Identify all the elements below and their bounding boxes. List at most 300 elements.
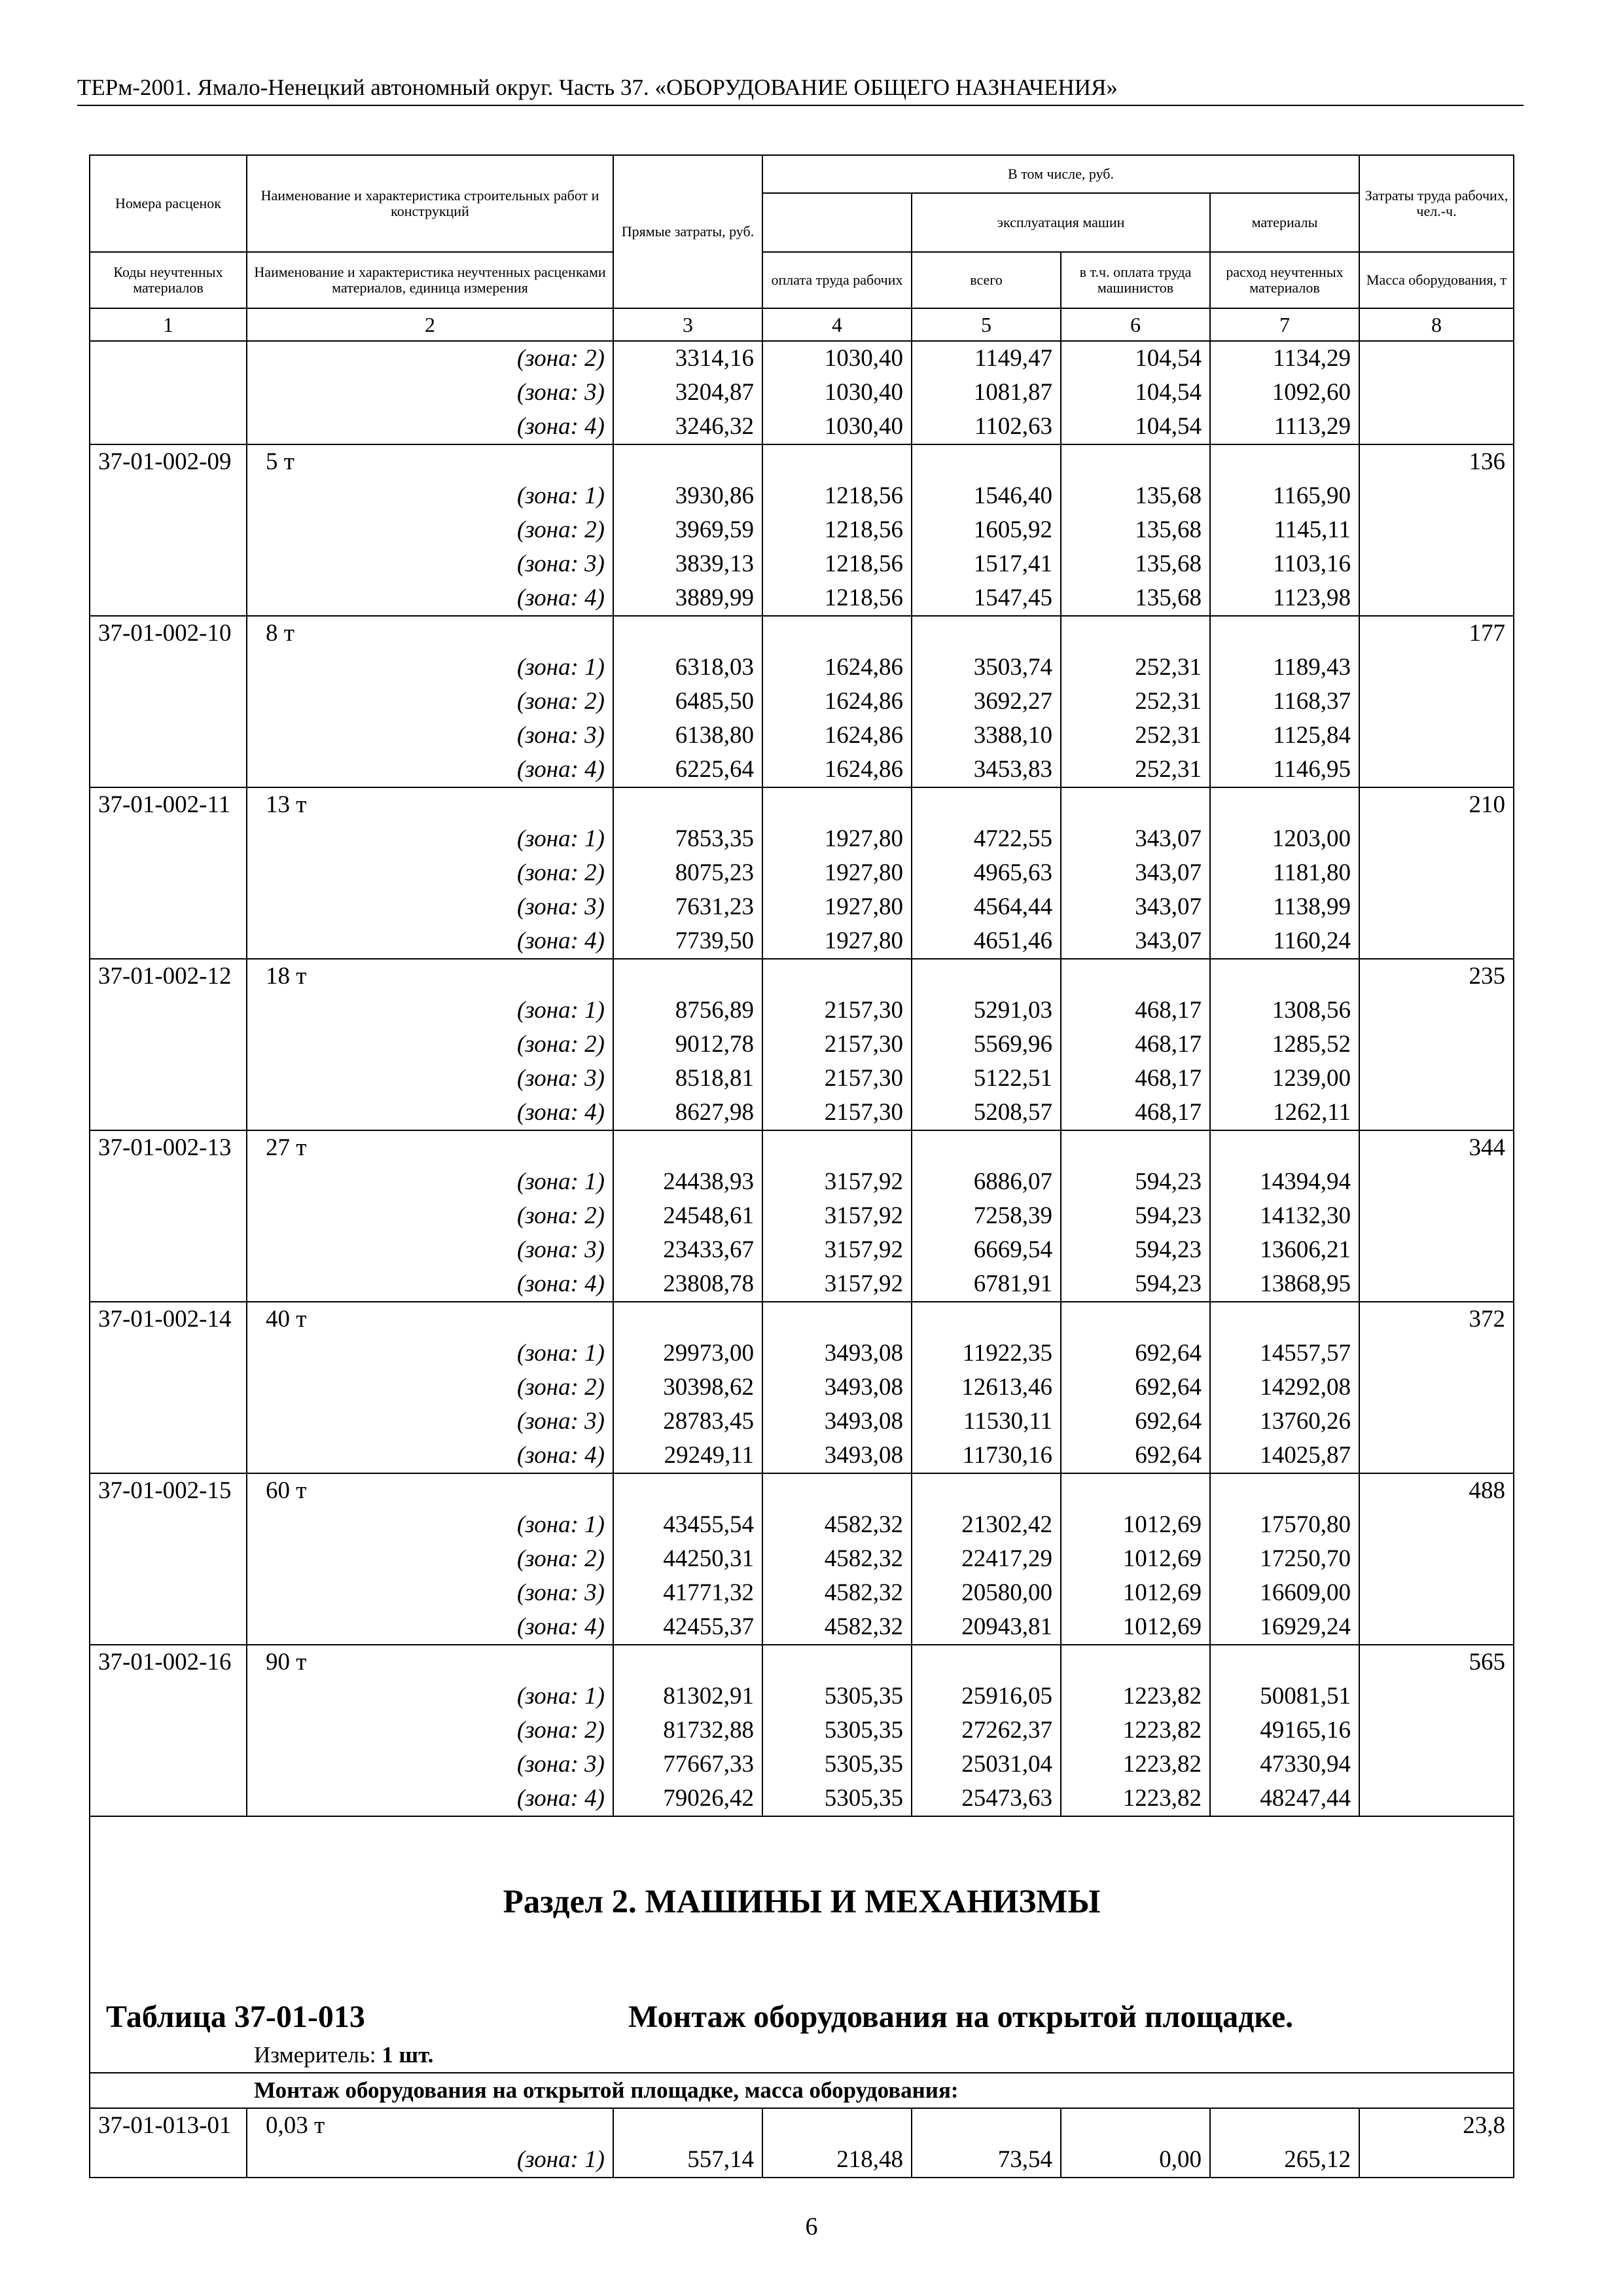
- empty-cell: [912, 616, 1061, 651]
- labor-costs: 565: [1359, 1645, 1514, 1679]
- wages: 1030,40: [762, 341, 912, 376]
- direct-costs: 41771,32: [613, 1576, 762, 1610]
- materials: 1165,90: [1210, 479, 1359, 513]
- zone-label: (зона: 4): [247, 1610, 613, 1645]
- machinists-wages: 343,07: [1061, 856, 1210, 890]
- direct-costs: 3889,99: [613, 581, 762, 616]
- machines-total: 22417,29: [912, 1542, 1061, 1576]
- machinists-wages: 252,31: [1061, 719, 1210, 753]
- materials: 16929,24: [1210, 1610, 1359, 1645]
- zone-row: [90, 924, 1514, 959]
- machinists-wages: 1012,69: [1061, 1576, 1210, 1610]
- header-material-names: Наименование и характеристика неучтенных расценками материалов, единица измерения: [247, 252, 613, 308]
- labor-costs: 23,8: [1359, 2108, 1514, 2143]
- zone-label: (зона: 4): [247, 1782, 613, 1816]
- machines-total: 12613,46: [912, 1371, 1061, 1405]
- zone-row: [90, 1096, 1514, 1130]
- machinists-wages: 104,54: [1061, 376, 1210, 410]
- direct-costs: 6138,80: [613, 719, 762, 753]
- machines-total: 20943,81: [912, 1610, 1061, 1645]
- rate-code: 37-01-002-15: [90, 1473, 247, 1508]
- materials: 265,12: [1210, 2143, 1359, 2178]
- labor-costs: 344: [1359, 1130, 1514, 1165]
- empty-cell: [90, 924, 247, 959]
- empty-cell: [1359, 547, 1514, 581]
- materials: 17250,70: [1210, 1542, 1359, 1576]
- empty-cell: [1359, 410, 1514, 444]
- empty-cell: [90, 1748, 247, 1782]
- empty-cell: [1359, 1576, 1514, 1610]
- zone-row: [90, 1610, 1514, 1645]
- rate-code: 37-01-013-01: [90, 2108, 247, 2143]
- zone-label: (зона: 1): [247, 651, 613, 685]
- empty-cell: [1359, 581, 1514, 616]
- zone-label: (зона: 3): [247, 1405, 613, 1439]
- zone-label: (зона: 2): [247, 1371, 613, 1405]
- empty-cell: [90, 856, 247, 890]
- header-wages: оплата труда рабочих: [762, 252, 912, 308]
- empty-cell: [1359, 2143, 1514, 2178]
- empty-cell: [762, 1645, 912, 1679]
- rate-code-row: [90, 444, 1514, 479]
- machines-total: 3503,74: [912, 651, 1061, 685]
- empty-cell: [1359, 1336, 1514, 1371]
- zone-label: (зона: 4): [247, 924, 613, 959]
- machines-total: 25473,63: [912, 1782, 1061, 1816]
- empty-cell: [613, 1645, 762, 1679]
- machinists-wages: 468,17: [1061, 1096, 1210, 1130]
- machinists-wages: 343,07: [1061, 890, 1210, 924]
- machinists-wages: 468,17: [1061, 1028, 1210, 1062]
- zone-row: [90, 719, 1514, 753]
- empty-cell: [90, 1439, 247, 1473]
- column-number: 8: [1359, 308, 1514, 341]
- machinists-wages: 1223,82: [1061, 1713, 1210, 1748]
- direct-costs: 3246,32: [613, 410, 762, 444]
- empty-cell: [613, 2108, 762, 2143]
- rate-code: 37-01-002-11: [90, 787, 247, 822]
- machines-total: 1547,45: [912, 581, 1061, 616]
- empty-cell: [1359, 1439, 1514, 1473]
- empty-cell: [1359, 890, 1514, 924]
- empty-cell: [613, 616, 762, 651]
- materials: 13606,21: [1210, 1233, 1359, 1267]
- empty-cell: [1359, 1542, 1514, 1576]
- zone-row: [90, 1336, 1514, 1371]
- wages: 3493,08: [762, 1336, 912, 1371]
- zone-label: (зона: 4): [247, 753, 613, 787]
- empty-cell: [1359, 822, 1514, 856]
- wages: 4582,32: [762, 1576, 912, 1610]
- machinists-wages: 594,23: [1061, 1199, 1210, 1233]
- materials: 50081,51: [1210, 1679, 1359, 1713]
- direct-costs: 29973,00: [613, 1336, 762, 1371]
- empty-cell: [90, 1336, 247, 1371]
- materials: 17570,80: [1210, 1508, 1359, 1542]
- direct-costs: 81302,91: [613, 1679, 762, 1713]
- empty-cell: [90, 890, 247, 924]
- empty-cell: [1061, 444, 1210, 479]
- empty-cell: [90, 1405, 247, 1439]
- empty-cell: [90, 719, 247, 753]
- empty-cell: [762, 2108, 912, 2143]
- direct-costs: 29249,11: [613, 1439, 762, 1473]
- meter-label: Измеритель:: [254, 2042, 376, 2068]
- rate-code-row: [90, 787, 1514, 822]
- empty-cell: [90, 753, 247, 787]
- direct-costs: 3930,86: [613, 479, 762, 513]
- header-labor-costs: Затраты труда рабочих, чел.-ч.: [1359, 155, 1514, 252]
- zone-row: [90, 1165, 1514, 1199]
- empty-cell: [912, 2108, 1061, 2143]
- direct-costs: 79026,42: [613, 1782, 762, 1816]
- wages: 2157,30: [762, 1028, 912, 1062]
- machinists-wages: 343,07: [1061, 822, 1210, 856]
- zone-row: [90, 1679, 1514, 1713]
- rate-code-row: [90, 1302, 1514, 1336]
- materials: 48247,44: [1210, 1782, 1359, 1816]
- materials: 13868,95: [1210, 1267, 1359, 1302]
- column-number: 3: [613, 308, 762, 341]
- zone-label: (зона: 3): [247, 890, 613, 924]
- empty-cell: [1359, 994, 1514, 1028]
- rate-name: 90 т: [247, 1645, 613, 1679]
- zone-label: (зона: 3): [247, 719, 613, 753]
- wages: 3157,92: [762, 1165, 912, 1199]
- wages: 1218,56: [762, 513, 912, 547]
- empty-cell: [90, 376, 247, 410]
- wages: 2157,30: [762, 1062, 912, 1096]
- direct-costs: 557,14: [613, 2143, 762, 2178]
- direct-costs: 6225,64: [613, 753, 762, 787]
- zone-label: (зона: 1): [247, 1508, 613, 1542]
- wages: 1927,80: [762, 890, 912, 924]
- materials: 47330,94: [1210, 1748, 1359, 1782]
- direct-costs: 81732,88: [613, 1713, 762, 1748]
- wages: 1030,40: [762, 376, 912, 410]
- empty-cell: [1210, 1130, 1359, 1165]
- zone-row: [90, 994, 1514, 1028]
- zone-row: [90, 1713, 1514, 1748]
- machinists-wages: 252,31: [1061, 651, 1210, 685]
- empty-cell: [1061, 787, 1210, 822]
- empty-cell: [90, 822, 247, 856]
- empty-cell: [90, 1096, 247, 1130]
- empty-cell: [613, 1473, 762, 1508]
- empty-cell: [1359, 719, 1514, 753]
- zone-label: (зона: 2): [247, 341, 613, 376]
- zone-row: [90, 890, 1514, 924]
- zone-label: (зона: 4): [247, 1096, 613, 1130]
- rate-code: 37-01-002-13: [90, 1130, 247, 1165]
- rate-name: 8 т: [247, 616, 613, 651]
- materials: 1160,24: [1210, 924, 1359, 959]
- direct-costs: 24438,93: [613, 1165, 762, 1199]
- direct-costs: 8756,89: [613, 994, 762, 1028]
- empty-cell: [1359, 1028, 1514, 1062]
- empty-cell: [1210, 2108, 1359, 2143]
- materials: 1145,11: [1210, 513, 1359, 547]
- machines-total: 4965,63: [912, 856, 1061, 890]
- table-label: Таблица 37-01-013: [106, 2000, 365, 2034]
- zone-row: [90, 1576, 1514, 1610]
- materials: 1123,98: [1210, 581, 1359, 616]
- rate-code-row: [90, 1645, 1514, 1679]
- empty-cell: [90, 1165, 247, 1199]
- empty-cell: [1061, 1645, 1210, 1679]
- zone-label: (зона: 2): [247, 1713, 613, 1748]
- zone-row: [90, 2143, 1514, 2178]
- zone-row: [90, 581, 1514, 616]
- empty-cell: [1359, 1267, 1514, 1302]
- zone-label: (зона: 2): [247, 1542, 613, 1576]
- empty-cell: [1359, 1199, 1514, 1233]
- empty-cell: [912, 1473, 1061, 1508]
- empty-cell: [90, 1713, 247, 1748]
- wages: 3493,08: [762, 1371, 912, 1405]
- machinists-wages: 468,17: [1061, 994, 1210, 1028]
- empty-cell: [613, 1302, 762, 1336]
- empty-cell: [90, 479, 247, 513]
- zone-label: (зона: 3): [247, 1576, 613, 1610]
- wages: 1218,56: [762, 547, 912, 581]
- rate-name: 0,03 т: [247, 2108, 613, 2143]
- zone-row: [90, 1405, 1514, 1439]
- column-number: 2: [247, 308, 613, 341]
- labor-costs: 210: [1359, 787, 1514, 822]
- machinists-wages: 343,07: [1061, 924, 1210, 959]
- empty-cell: [90, 581, 247, 616]
- direct-costs: 3969,59: [613, 513, 762, 547]
- empty-cell: [90, 1576, 247, 1610]
- empty-cell: [1359, 1371, 1514, 1405]
- machines-total: 7258,39: [912, 1199, 1061, 1233]
- direct-costs: 8075,23: [613, 856, 762, 890]
- empty-cell: [912, 1645, 1061, 1679]
- machinists-wages: 104,54: [1061, 410, 1210, 444]
- zone-label: (зона: 4): [247, 581, 613, 616]
- machines-total: 5122,51: [912, 1062, 1061, 1096]
- empty-cell: [1359, 1405, 1514, 1439]
- zone-row: [90, 822, 1514, 856]
- empty-cell: [90, 1610, 247, 1645]
- machinists-wages: 252,31: [1061, 753, 1210, 787]
- direct-costs: 44250,31: [613, 1542, 762, 1576]
- labor-costs: 488: [1359, 1473, 1514, 1508]
- zone-row: [90, 856, 1514, 890]
- zone-label: (зона: 2): [247, 685, 613, 719]
- machines-total: 27262,37: [912, 1713, 1061, 1748]
- direct-costs: 3204,87: [613, 376, 762, 410]
- direct-costs: 42455,37: [613, 1610, 762, 1645]
- wages: 4582,32: [762, 1542, 912, 1576]
- machines-total: 1517,41: [912, 547, 1061, 581]
- machines-total: 1102,63: [912, 410, 1061, 444]
- direct-costs: 8627,98: [613, 1096, 762, 1130]
- header-material-codes: Коды неучтенных материалов: [90, 252, 247, 308]
- empty-cell: [1210, 787, 1359, 822]
- machines-total: 1605,92: [912, 513, 1061, 547]
- wages: 5305,35: [762, 1782, 912, 1816]
- zone-row: [90, 685, 1514, 719]
- machinists-wages: 692,64: [1061, 1405, 1210, 1439]
- empty-cell: [1359, 479, 1514, 513]
- zone-row: [90, 1199, 1514, 1233]
- empty-cell: [762, 787, 912, 822]
- zone-row: [90, 651, 1514, 685]
- rate-code-row: [90, 2108, 1514, 2143]
- machinists-wages: 1223,82: [1061, 1748, 1210, 1782]
- rate-code-row: [90, 616, 1514, 651]
- machines-total: 1546,40: [912, 479, 1061, 513]
- zone-row: [90, 1267, 1514, 1302]
- empty-cell: [762, 444, 912, 479]
- section-cell: [90, 1816, 1514, 2073]
- header-name: Наименование и характеристика строительных работ и конструкций: [247, 155, 613, 252]
- header-direct-costs: Прямые затраты, руб.: [613, 155, 762, 308]
- materials: 1146,95: [1210, 753, 1359, 787]
- machinists-wages: 135,68: [1061, 479, 1210, 513]
- machinists-wages: 135,68: [1061, 581, 1210, 616]
- materials: 14132,30: [1210, 1199, 1359, 1233]
- empty-cell: [90, 547, 247, 581]
- zone-label: (зона: 3): [247, 376, 613, 410]
- machinists-wages: 135,68: [1061, 547, 1210, 581]
- materials: 1262,11: [1210, 1096, 1359, 1130]
- machines-total: 6669,54: [912, 1233, 1061, 1267]
- empty-cell: [1359, 1165, 1514, 1199]
- zone-label: (зона: 1): [247, 479, 613, 513]
- wages: 1218,56: [762, 479, 912, 513]
- zone-row: [90, 341, 1514, 376]
- direct-costs: 8518,81: [613, 1062, 762, 1096]
- direct-costs: 6318,03: [613, 651, 762, 685]
- header-unaccounted-materials: расход неучтенных материалов: [1210, 252, 1359, 308]
- empty-cell: [762, 1302, 912, 1336]
- machines-total: 11530,11: [912, 1405, 1061, 1439]
- rate-name: 13 т: [247, 787, 613, 822]
- materials: 1138,99: [1210, 890, 1359, 924]
- machinists-wages: 594,23: [1061, 1165, 1210, 1199]
- machinists-wages: 135,68: [1061, 513, 1210, 547]
- zone-label: (зона: 3): [247, 1233, 613, 1267]
- machines-total: 4564,44: [912, 890, 1061, 924]
- empty-cell: [1359, 1713, 1514, 1748]
- empty-cell: [90, 1508, 247, 1542]
- empty-cell: [90, 685, 247, 719]
- direct-costs: 23433,67: [613, 1233, 762, 1267]
- rate-name: 5 т: [247, 444, 613, 479]
- direct-costs: 23808,78: [613, 1267, 762, 1302]
- column-number: 4: [762, 308, 912, 341]
- empty-cell: [1210, 444, 1359, 479]
- zone-row: [90, 1371, 1514, 1405]
- empty-cell: [1210, 616, 1359, 651]
- machinists-wages: 692,64: [1061, 1336, 1210, 1371]
- empty-cell: [1359, 1096, 1514, 1130]
- machinists-wages: 692,64: [1061, 1439, 1210, 1473]
- empty-cell: [1359, 1782, 1514, 1816]
- direct-costs: 7631,23: [613, 890, 762, 924]
- machines-total: 3388,10: [912, 719, 1061, 753]
- wages: 2157,30: [762, 1096, 912, 1130]
- direct-costs: 7739,50: [613, 924, 762, 959]
- empty-cell: [90, 410, 247, 444]
- zone-row: [90, 1508, 1514, 1542]
- materials: 1092,60: [1210, 376, 1359, 410]
- machines-total: 1081,87: [912, 376, 1061, 410]
- header-codes: Номера расценок: [90, 155, 247, 252]
- machines-total: 5208,57: [912, 1096, 1061, 1130]
- rates-body: [90, 341, 1514, 1816]
- zone-row: [90, 1782, 1514, 1816]
- section-title: Раздел 2. МАШИНЫ И МЕХАНИЗМЫ: [503, 1884, 1101, 1920]
- direct-costs: 6485,50: [613, 685, 762, 719]
- empty-cell: [613, 444, 762, 479]
- empty-cell: [1359, 1233, 1514, 1267]
- labor-costs: 136: [1359, 444, 1514, 479]
- wages: 4582,32: [762, 1508, 912, 1542]
- empty-cell: [613, 787, 762, 822]
- table-header: [90, 155, 1514, 341]
- empty-cell: [90, 1233, 247, 1267]
- machinists-wages: 1012,69: [1061, 1610, 1210, 1645]
- zone-label: (зона: 2): [247, 856, 613, 890]
- machinists-wages: 594,23: [1061, 1267, 1210, 1302]
- machines-total: 1149,47: [912, 341, 1061, 376]
- materials: 1308,56: [1210, 994, 1359, 1028]
- zone-row: [90, 479, 1514, 513]
- header-including: В том числе, руб.: [762, 155, 1359, 193]
- empty-cell: [1359, 1062, 1514, 1096]
- empty-cell: [90, 1199, 247, 1233]
- header-blank: [762, 193, 912, 252]
- materials: 1168,37: [1210, 685, 1359, 719]
- wages: 3493,08: [762, 1439, 912, 1473]
- wages: 1030,40: [762, 410, 912, 444]
- empty-cell: [1359, 753, 1514, 787]
- empty-cell: [613, 959, 762, 994]
- empty-cell: [90, 1542, 247, 1576]
- wages: 5305,35: [762, 1713, 912, 1748]
- empty-cell: [1359, 924, 1514, 959]
- zone-label: (зона: 3): [247, 1062, 613, 1096]
- empty-cell: [1359, 1748, 1514, 1782]
- materials: 16609,00: [1210, 1576, 1359, 1610]
- section-block: [90, 1816, 1514, 2108]
- meter-value: 1 шт.: [382, 2042, 434, 2068]
- machines-total: 6886,07: [912, 1165, 1061, 1199]
- rate-code-row: [90, 1473, 1514, 1508]
- direct-costs: 28783,45: [613, 1405, 762, 1439]
- empty-cell: [1210, 959, 1359, 994]
- empty-cell: [90, 651, 247, 685]
- labor-costs: 372: [1359, 1302, 1514, 1336]
- machinists-wages: 1012,69: [1061, 1542, 1210, 1576]
- wages: 4582,32: [762, 1610, 912, 1645]
- zone-label: (зона: 1): [247, 1679, 613, 1713]
- materials: 14394,94: [1210, 1165, 1359, 1199]
- empty-cell: [912, 787, 1061, 822]
- materials: 1113,29: [1210, 410, 1359, 444]
- column-number: 5: [912, 308, 1061, 341]
- empty-cell: [1359, 685, 1514, 719]
- direct-costs: 3314,16: [613, 341, 762, 376]
- header-equipment-mass: Масса оборудования, т: [1359, 252, 1514, 308]
- empty-cell: [90, 1782, 247, 1816]
- rate-code-row: [90, 959, 1514, 994]
- machines-total: 4722,55: [912, 822, 1061, 856]
